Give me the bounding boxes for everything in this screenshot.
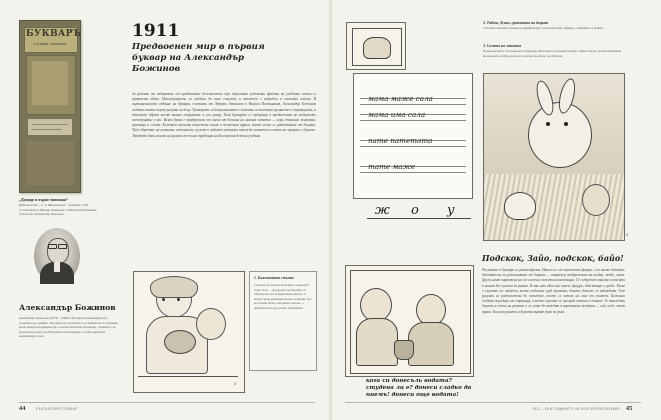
rabbit-illustration bbox=[483, 73, 625, 241]
girl-with-cat-illustration bbox=[133, 271, 245, 393]
rabbit-figure-number: 3 bbox=[626, 233, 629, 237]
right-headline: Подскок, Зайо, подскок, байо! bbox=[482, 253, 624, 263]
book-gutter bbox=[329, 0, 332, 420]
left-page-number: 44 bbox=[19, 405, 26, 412]
book-cover-subtitle: и първа читанка bbox=[33, 42, 67, 46]
portrait-text: Александър Божинов (1878 – 1968) е български карикатурист, живописец и график. По време на учението си в Германия се проявява като автор на карикатури в политическите вестници. Смятан е за основоположник на детската илюстрация и на българската карикатура у нас. bbox=[19, 316, 118, 339]
book-cover-photo bbox=[19, 20, 81, 193]
figure-number: 3 bbox=[234, 382, 237, 386]
page-headline: Предвоенен мир в първия буквар на Александър Божинов bbox=[132, 42, 265, 74]
note-2-title: 3. Силата на линията bbox=[483, 44, 522, 48]
children-water-illustration bbox=[345, 265, 474, 377]
sidebar-text: Стъпка по стъпка Божинов изгражда свой стил — фигурите на децата са обрамчени от декоративни рамки, а всяка сцена разказва малка история. Тук виждаме дете, обгърнало котка, и приятелчето му, което наблюдава. bbox=[254, 283, 312, 310]
left-running-footer: БЪЛГАРСКИЯТ БУКВАР bbox=[36, 407, 78, 411]
right-running-footer: 1911 – КЪМ ГОДИНИТЕ НА БЪЛГАРСКИЯ БУКВАР bbox=[532, 407, 620, 411]
handwriting-sheet bbox=[353, 73, 473, 199]
letters-row bbox=[367, 203, 471, 223]
letter-1: ж bbox=[375, 203, 390, 218]
book-cover-title: БУКВАРЪ bbox=[26, 29, 82, 39]
note-2 bbox=[483, 44, 623, 58]
body-text: За разлика от изданията от предишните десетилетия тук изкусният художник придава на учебника светъл и приветлив облик. Илюстрациите са сведени до ясни силуети, а текстът е подреден в спокойни колони. В първоначалното издание на буквара, съставен от Здравко Атанасов и Никола Пелтинаков, Александър Божинов създава своите първи рисунки за деца. Гравюрите и декоративните елементи са вплетени органично в страницата, а детските образи носят наивно очарование и лек хумор. Така букварът се превръща в предвестник на модерното илюстриране у нас. Всяка буква е придружена от сцена от делника на малкия читател — игри, домашни животни, празници и сезони. Божинов използва изчистена линия и пестеливи щрихи, които лесно се разпознават от децата. Чрез образите на котката, кокошката, кучето и зайчето авторът въвежда читателя в света на звуците и думите. Творбата дава основа на цялата по-късна традиция на българския детски учебник. bbox=[132, 92, 316, 138]
bottom-script-caption: кога си донесъль водата? студена ли е? донеси сладко да пиемъ! донеси още водата! bbox=[366, 378, 472, 398]
book-caption bbox=[19, 197, 105, 217]
right-page-number: 45 bbox=[626, 405, 633, 412]
year-label: 1911 bbox=[132, 21, 180, 41]
script-line-3: пате патетата bbox=[368, 136, 433, 145]
book-caption-text: Издателство „С. Т. Мотовилков“, Пловдив, 1911. Съставители Здравко Атанасов и Никола Пелтинаков, художник Александър Божинов. bbox=[19, 203, 98, 217]
sidebar-title: 1. Божиновата стъпка bbox=[254, 276, 294, 280]
letter-2: о bbox=[411, 203, 419, 218]
note-1-text: Ученият читател открива шрифтовете и ръкописните образци, подредени в редове. bbox=[483, 26, 604, 30]
sidebar-box bbox=[249, 271, 317, 371]
script-line-2: мама има сала bbox=[368, 110, 426, 119]
note-2-text: В ръкописните и печатните страници Божинов съчетава плътни и фини линии, които придават на книгата особен ритъм и лекота за окото на детето. bbox=[483, 49, 622, 58]
portrait-photo bbox=[34, 228, 80, 284]
note-1-title: 2. Табели, букви, граматика на децата bbox=[483, 21, 549, 25]
book-caption-title: „Буквар и първа читанка“ bbox=[19, 197, 69, 202]
top-frame-illustration bbox=[346, 22, 406, 70]
script-line-1: мама маже сала bbox=[368, 94, 433, 103]
script-line-4: тате маже bbox=[368, 162, 416, 171]
note-1 bbox=[483, 21, 623, 31]
letter-3: у bbox=[447, 203, 455, 218]
right-body-text: Рисунките в буквара са разнообразни. Някои са с по-простички форми, с по-малко детайли, достатъчни за разпознаване от децата — например изображения на шейна, жаба, чаша. Други имат характера на по-сложна сюжетна композиция. Те съдържат няколко елемента и могат да служат за разказ. В тях има една или повече фигури, действащи в среда. Такъв е случаят със зайчето, което подскача сред тревата, докато детето го наблюдава. Тези рисунки са разположени до текстове, които се четат на глас от учителя. Божинов създава поредица от страници, в които героите се срещат отново и отново. Те въвеждат децата в света на разказа и ги учат да виждат в картината история — кой, къде, какво прави. Така рисунката и думата вървят ръка за ръка. bbox=[482, 268, 625, 314]
portrait-name: Александър Божинов bbox=[19, 303, 116, 312]
